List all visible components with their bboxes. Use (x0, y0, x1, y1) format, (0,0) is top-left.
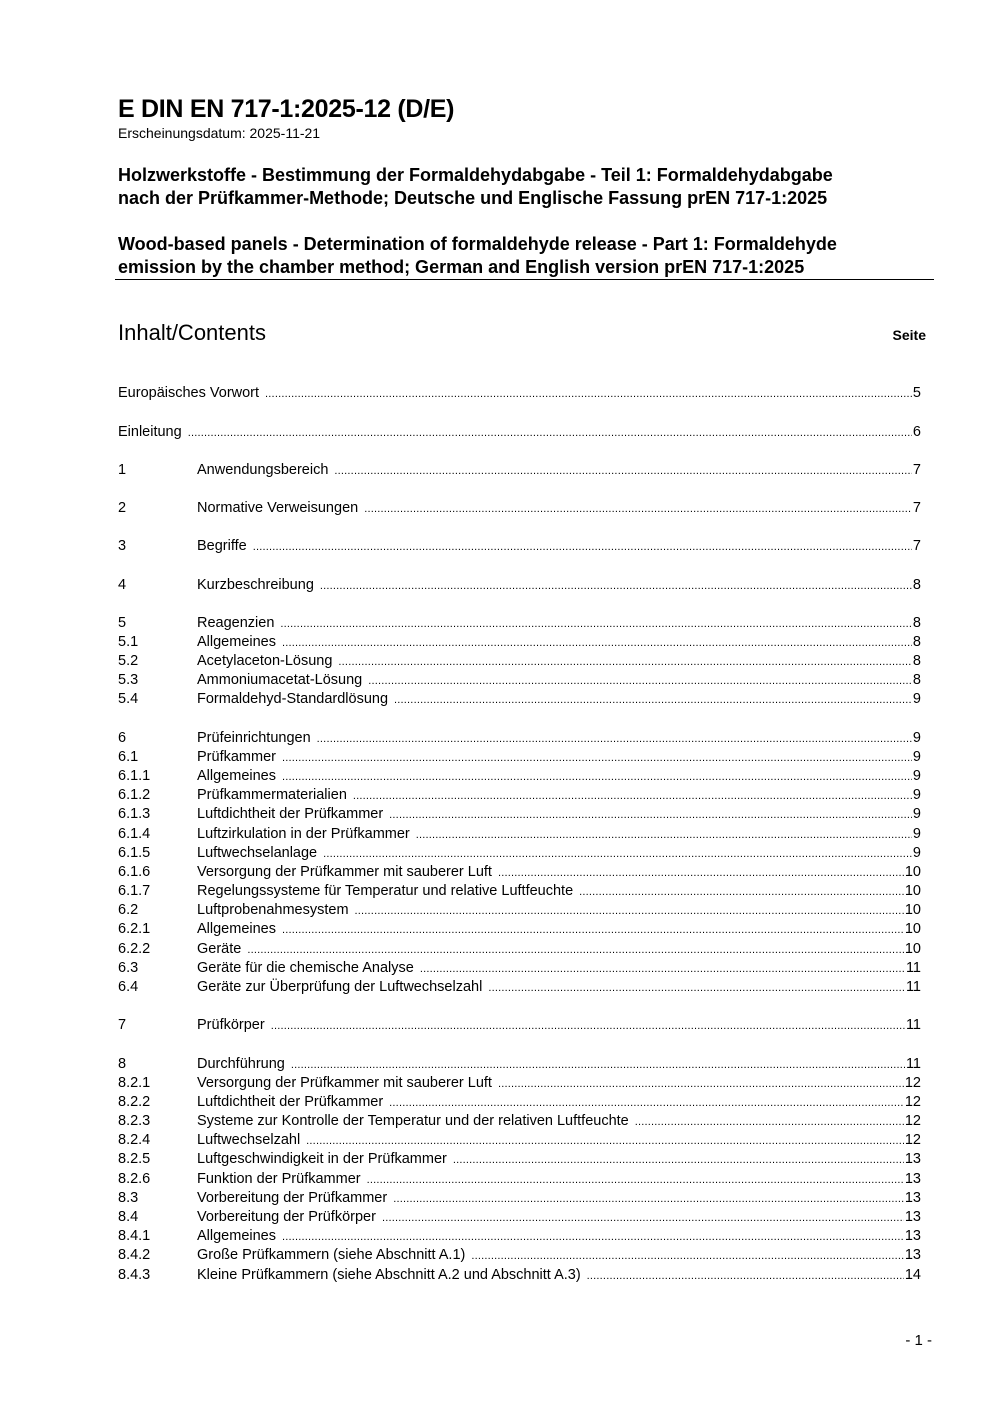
toc-entry-page: 13 (904, 1228, 921, 1244)
subtitle-german-line: nach der Prüfkammer-Methode; Deutsche und Englische Fassung prEN 717-1:2025 (118, 188, 828, 208)
toc-entry-number: 8.4.1 (118, 1228, 151, 1244)
toc-entry-page: 13 (904, 1247, 921, 1263)
toc-entry-page: 7 (912, 538, 921, 554)
toc-entry-label: Geräte (197, 941, 242, 957)
toc-entry-page: 9 (912, 691, 921, 707)
toc-entry-number: 6.3 (118, 960, 139, 976)
toc-entry-label: Anwendungsbereich (197, 462, 329, 478)
subtitle-english-line: Wood-based panels - Determination of formaldehyde release - Part 1: Formaldehyde (118, 234, 837, 254)
dot-leader (488, 979, 905, 998)
toc-entry-page: 10 (904, 864, 921, 880)
toc-entry-number: 5.4 (118, 691, 139, 707)
toc-entry[interactable] (118, 1112, 921, 1131)
toc-entry-page: 13 (904, 1190, 921, 1206)
toc-entry[interactable] (118, 1227, 921, 1246)
toc-entry-number: 8.4 (118, 1209, 139, 1225)
dot-leader (188, 424, 912, 443)
toc-entry[interactable] (118, 1055, 921, 1074)
toc-entry-number: 6.1.3 (118, 806, 151, 822)
toc-entry-label: Allgemeines (197, 634, 276, 650)
toc-entry-label: Luftzirkulation in der Prüfkammer (197, 826, 410, 842)
toc-entry[interactable] (118, 882, 921, 901)
toc-entry-page: 10 (904, 883, 921, 899)
toc-entry-label: Vorbereitung der Prüfkammer (197, 1190, 388, 1206)
subtitle-german-line: Holzwerkstoffe - Bestimmung der Formaldehydabgabe - Teil 1: Formaldehydabgabe (118, 165, 833, 185)
toc-entry-label: Einleitung (118, 424, 182, 440)
dot-leader (498, 1075, 904, 1094)
toc-entry[interactable] (118, 1170, 921, 1189)
toc-entry-page: 13 (904, 1151, 921, 1167)
toc-entry-page: 6 (912, 424, 921, 440)
toc-entry[interactable] (118, 384, 921, 403)
toc-entry[interactable] (118, 1189, 921, 1208)
toc-entry-number: 4 (118, 577, 127, 593)
toc-entry-number: 5.3 (118, 672, 139, 688)
dot-leader (393, 1190, 904, 1209)
dot-leader (265, 385, 912, 404)
toc-entry-number: 2 (118, 500, 127, 516)
toc-entry-label: Allgemeines (197, 1228, 276, 1244)
toc-entry-number: 6.2.1 (118, 921, 151, 937)
toc-entry-number: 8.4.2 (118, 1247, 151, 1263)
dot-leader (247, 941, 904, 960)
toc-entry-page: 11 (905, 1056, 921, 1072)
toc-entry[interactable] (118, 844, 921, 863)
toc-entry-page: 8 (912, 615, 921, 631)
toc-entry-label: Luftgeschwindigkeit in der Prüfkammer (197, 1151, 447, 1167)
toc-entry[interactable] (118, 614, 921, 633)
header-divider (115, 279, 934, 280)
toc-entry[interactable] (118, 863, 921, 882)
subtitle-english-line: emission by the chamber method; German and English version prEN 717-1:2025 (118, 257, 805, 277)
toc-entry[interactable] (118, 786, 921, 805)
toc-entry-page: 12 (904, 1094, 921, 1110)
toc-entry-page: 11 (905, 960, 921, 976)
toc-entry-page: 12 (904, 1113, 921, 1129)
toc-entry-label: Acetylaceton-Lösung (197, 653, 333, 669)
toc-entry-number: 8.3 (118, 1190, 139, 1206)
dot-leader (320, 577, 912, 596)
toc-entry-page: 9 (912, 730, 921, 746)
toc-entry-page: 13 (904, 1209, 921, 1225)
dot-leader (389, 806, 912, 825)
toc-entry-number: 6.1.7 (118, 883, 151, 899)
toc-entry-page: 9 (912, 787, 921, 803)
toc-entry-page: 7 (912, 500, 921, 516)
toc-entry-label: Prüfeinrichtungen (197, 730, 311, 746)
toc-entry-label: Regelungssysteme für Temperatur und relative Luftfeuchte (197, 883, 574, 899)
dot-leader (282, 1228, 904, 1247)
toc-entry-number: 6.4 (118, 979, 139, 995)
dot-leader (635, 1113, 904, 1132)
page-column-label: Seite (892, 327, 926, 343)
dot-leader (420, 960, 905, 979)
toc-entry-label: Funktion der Prüfkammer (197, 1171, 361, 1187)
dot-leader (282, 768, 912, 787)
toc-entry-page: 9 (912, 806, 921, 822)
toc-entry-page: 5 (912, 385, 921, 401)
toc-entry-label: Luftwechselzahl (197, 1132, 301, 1148)
toc-entry-label: Geräte zur Überprüfung der Luftwechselzahl (197, 979, 483, 995)
toc-entry-number: 8.2.1 (118, 1075, 151, 1091)
toc-entry-label: Geräte für die chemische Analyse (197, 960, 414, 976)
toc-entry[interactable] (118, 748, 921, 767)
toc-entry-number: 6.1.5 (118, 845, 151, 861)
toc-entry-page: 12 (904, 1075, 921, 1091)
toc-entry-page: 10 (904, 921, 921, 937)
dot-leader (323, 845, 912, 864)
toc-entry[interactable] (118, 1131, 921, 1150)
toc-entry-page: 11 (905, 979, 921, 995)
toc-entry-number: 6.2.2 (118, 941, 151, 957)
subtitle-english (118, 233, 933, 279)
toc-entry-number: 8.2.4 (118, 1132, 151, 1148)
toc-entry-label: Vorbereitung der Prüfkörper (197, 1209, 376, 1225)
dot-leader (334, 462, 912, 481)
toc-entry-number: 6.1.6 (118, 864, 151, 880)
toc-entry-number: 8.4.3 (118, 1267, 151, 1283)
subtitle-german (118, 164, 933, 210)
dot-leader (579, 883, 904, 902)
toc-entry-label: Durchführung (197, 1056, 285, 1072)
toc-entry-label: Luftdichtheit der Prüfkammer (197, 1094, 384, 1110)
dot-leader (498, 864, 904, 883)
dot-leader (389, 1094, 904, 1113)
toc-entry-page: 9 (912, 845, 921, 861)
toc-entry-page: 8 (912, 653, 921, 669)
page-number: - 1 - (905, 1332, 932, 1349)
toc-entry-page: 10 (904, 941, 921, 957)
toc-entry-number: 6.1 (118, 749, 139, 765)
toc-entry-page: 13 (904, 1171, 921, 1187)
toc-entry[interactable] (118, 690, 921, 709)
toc-entry[interactable] (118, 1074, 921, 1093)
toc-entry-number: 6.2 (118, 902, 139, 918)
toc-entry-label: Ammoniumacetat-Lösung (197, 672, 363, 688)
toc-entry-label: Versorgung der Prüfkammer mit sauberer Luft (197, 864, 492, 880)
toc-entry-label: Allgemeines (197, 768, 276, 784)
toc-entry[interactable] (118, 633, 921, 652)
toc-entry-number: 5 (118, 615, 127, 631)
dot-leader (471, 1247, 904, 1266)
toc-entry-number: 8.2.6 (118, 1171, 151, 1187)
toc-entry-page: 12 (904, 1132, 921, 1148)
toc-entry-number: 5.2 (118, 653, 139, 669)
toc-entry[interactable] (118, 767, 921, 786)
toc-entry-page: 10 (904, 902, 921, 918)
dot-leader (271, 1017, 905, 1036)
toc-entry[interactable] (118, 671, 921, 690)
dot-leader (364, 500, 912, 519)
toc-entry-label: Versorgung der Prüfkammer mit sauberer Luft (197, 1075, 492, 1091)
dot-leader (291, 1056, 905, 1075)
toc-entry-number: 5.1 (118, 634, 139, 650)
toc-entry-number: 8.2.2 (118, 1094, 151, 1110)
toc-entry-label: Formaldehyd-Standardlösung (197, 691, 389, 707)
toc-entry-page: 8 (912, 577, 921, 593)
dot-leader (453, 1151, 904, 1170)
toc-entry[interactable] (118, 461, 921, 480)
toc-entry-number: 8.2.5 (118, 1151, 151, 1167)
toc-entry[interactable] (118, 576, 921, 595)
toc-entry-label: Luftprobenahmesystem (197, 902, 349, 918)
toc-entry[interactable] (118, 1150, 921, 1169)
toc-entry-number: 7 (118, 1017, 127, 1033)
toc-entry-number: 8.2.3 (118, 1113, 151, 1129)
toc-entry[interactable] (118, 652, 921, 671)
toc-entry-number: 6 (118, 730, 127, 746)
toc-entry[interactable] (118, 1208, 921, 1227)
toc-entry-label: Reagenzien (197, 615, 275, 631)
dot-leader (368, 672, 912, 691)
toc-entry-page: 9 (912, 826, 921, 842)
dot-leader (317, 730, 912, 749)
toc-entry-number: 6.1.1 (118, 768, 151, 784)
toc-entry-number: 8 (118, 1056, 127, 1072)
dot-leader (355, 902, 904, 921)
toc-entry-label: Systeme zur Kontrolle der Temperatur und der relativen Luftfeuchte (197, 1113, 629, 1129)
toc-entry-number: 3 (118, 538, 127, 554)
toc-entry-label: Kurzbeschreibung (197, 577, 314, 593)
toc-entry-number: 6.1.4 (118, 826, 151, 842)
toc-entry-page: 8 (912, 672, 921, 688)
toc-entry[interactable] (118, 537, 921, 556)
toc-entry-label: Prüfkörper (197, 1017, 265, 1033)
dot-leader (282, 749, 912, 768)
toc-entry-number: 6.1.2 (118, 787, 151, 803)
dot-leader (353, 787, 912, 806)
contents-heading: Inhalt/Contents (118, 320, 266, 345)
toc-entry[interactable] (118, 959, 921, 978)
toc-entry[interactable] (118, 978, 921, 997)
toc-entry-label: Prüfkammer (197, 749, 276, 765)
dot-leader (367, 1171, 904, 1190)
toc-entry[interactable] (118, 423, 921, 442)
toc-entry[interactable] (118, 940, 921, 959)
dot-leader (587, 1267, 904, 1286)
toc-entry-page: 7 (912, 462, 921, 478)
toc-entry-label: Begriffe (197, 538, 247, 554)
toc-entry[interactable] (118, 920, 921, 939)
toc-entry-label: Luftdichtheit der Prüfkammer (197, 806, 384, 822)
toc-entry[interactable] (118, 901, 921, 920)
toc-entry-page: 9 (912, 749, 921, 765)
toc-entry-label: Luftwechselanlage (197, 845, 318, 861)
dot-leader (382, 1209, 904, 1228)
dot-leader (416, 826, 912, 845)
toc-entry-label: Normative Verweisungen (197, 500, 359, 516)
dot-leader (253, 538, 912, 557)
toc-entry-label: Prüfkammermaterialien (197, 787, 347, 803)
toc-entry-label: Allgemeines (197, 921, 276, 937)
dot-leader (306, 1132, 904, 1151)
toc-entry[interactable] (118, 1016, 921, 1035)
toc-entry[interactable] (118, 805, 921, 824)
dot-leader (280, 615, 912, 634)
publication-date: Erscheinungsdatum: 2025-11-21 (118, 125, 321, 141)
dot-leader (282, 921, 904, 940)
dot-leader (394, 691, 912, 710)
toc-entry[interactable] (118, 729, 921, 748)
toc-entry-page: 8 (912, 634, 921, 650)
toc-entry[interactable] (118, 1246, 921, 1265)
toc-entry-page: 14 (904, 1267, 921, 1283)
dot-leader (338, 653, 912, 672)
document-title: E DIN EN 717-1:2025-12 (D/E) (118, 95, 455, 123)
toc-entry-label: Große Prüfkammern (siehe Abschnitt A.1) (197, 1247, 466, 1263)
toc-entry-label: Europäisches Vorwort (118, 385, 260, 401)
toc-entry-number: 1 (118, 462, 127, 478)
toc-entry-page: 9 (912, 768, 921, 784)
dot-leader (282, 634, 912, 653)
toc-entry[interactable] (118, 825, 921, 844)
toc-entry[interactable] (118, 499, 921, 518)
toc-entry-label: Kleine Prüfkammern (siehe Abschnitt A.2 und Abschnitt A.3) (197, 1267, 581, 1283)
toc-entry[interactable] (118, 1266, 921, 1285)
toc-entry[interactable] (118, 1093, 921, 1112)
toc-entry-page: 11 (905, 1017, 921, 1033)
